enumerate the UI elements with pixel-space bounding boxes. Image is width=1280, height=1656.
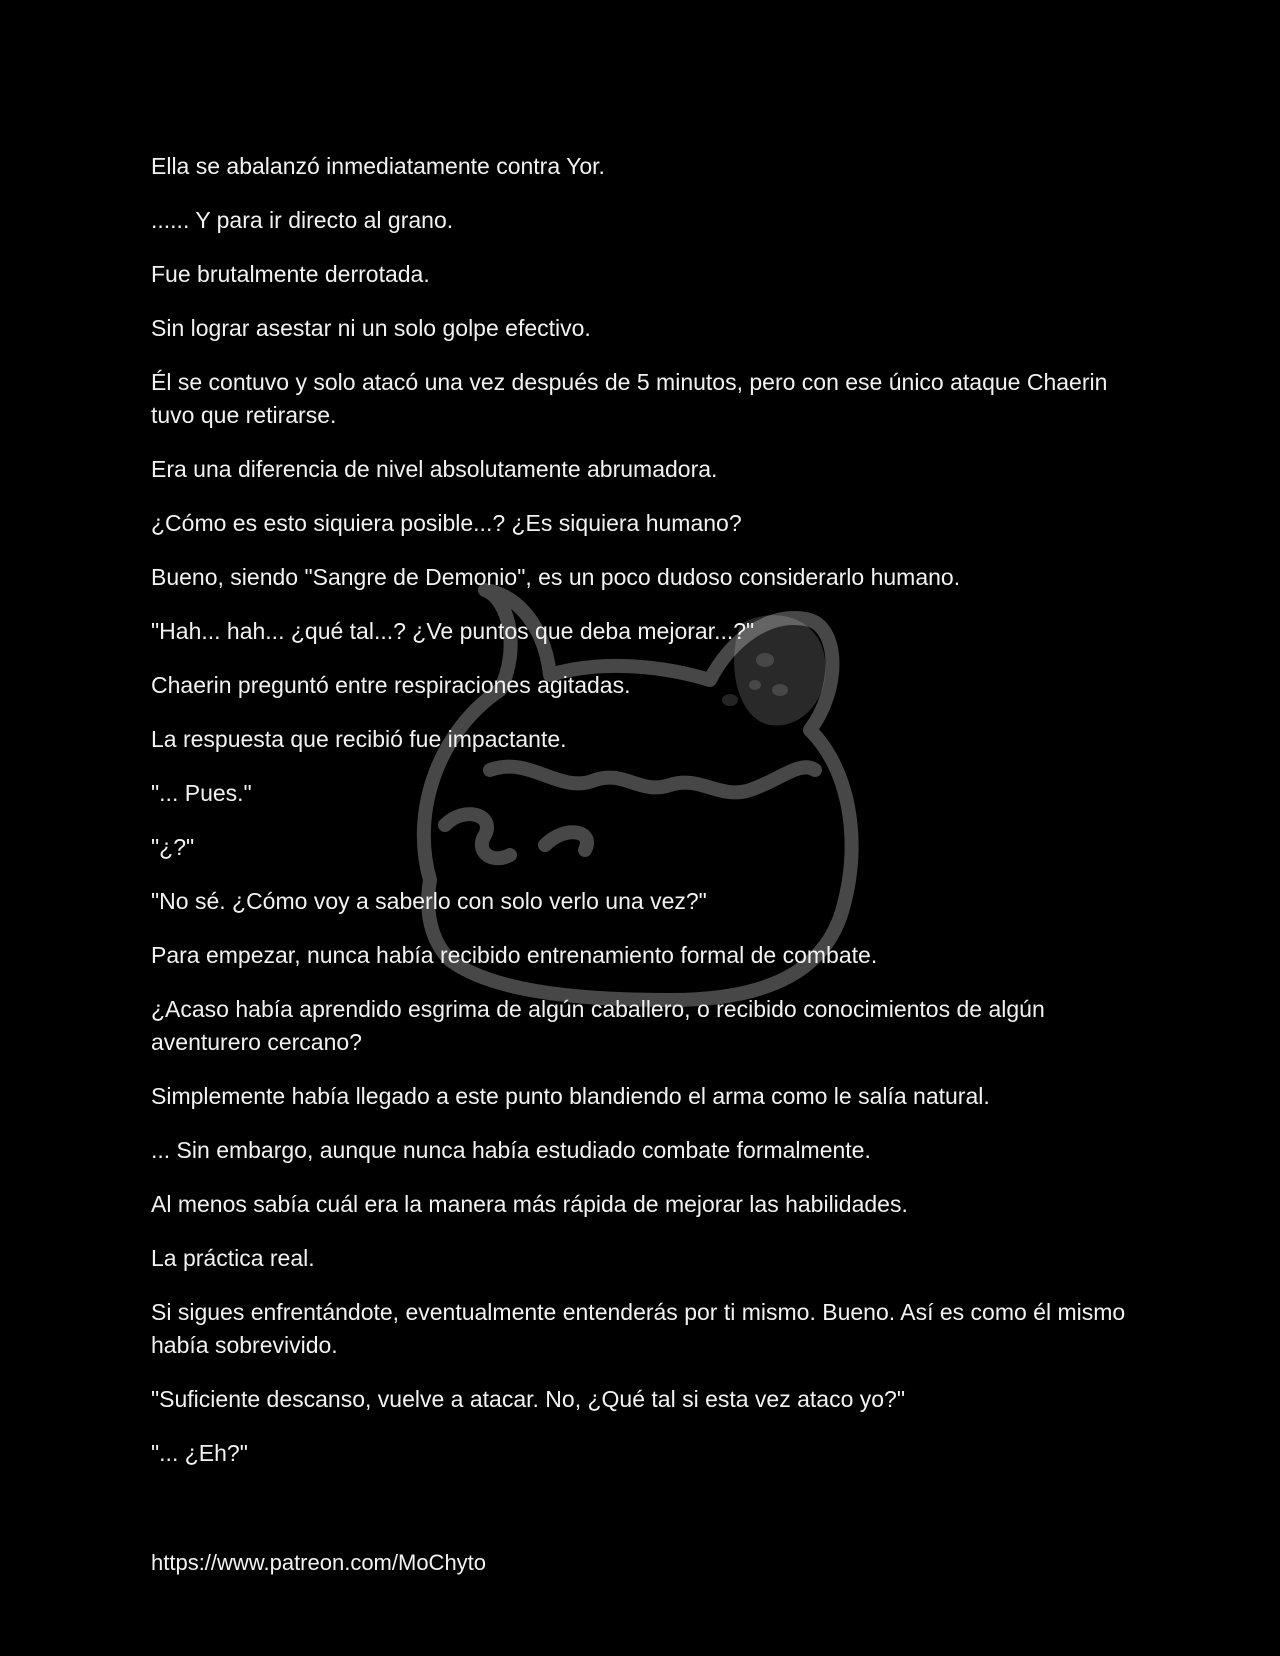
- paragraph: Era una diferencia de nivel absolutamente abrumadora.: [151, 456, 718, 482]
- paragraph: Ella se abalanzó inmediatamente contra Yor.: [151, 153, 605, 179]
- paragraph: Bueno, siendo "Sangre de Demonio", es un poco dudoso considerarlo humano.: [151, 564, 961, 590]
- paragraph: Al menos sabía cuál era la manera más rápida de mejorar las habilidades.: [151, 1191, 908, 1217]
- paragraph: "Suficiente descanso, vuelve a atacar. No, ¿Qué tal si esta vez ataco yo?": [151, 1386, 906, 1412]
- paragraph: La práctica real.: [151, 1245, 315, 1271]
- paragraph: "No sé. ¿Cómo voy a saberlo con solo verlo una vez?": [151, 888, 707, 914]
- paragraph: "... ¿Eh?": [151, 1440, 248, 1466]
- paragraph: Simplemente había llegado a este punto blandiendo el arma como le salía natural.: [151, 1083, 990, 1109]
- paragraph: Si sigues enfrentándote, eventualmente entenderás por ti mismo. Bueno. Así es como él mismo había sobrevivido.: [151, 1299, 1126, 1358]
- paragraph: ¿Cómo es esto siquiera posible...? ¿Es siquiera humano?: [151, 510, 742, 536]
- paragraph: Chaerin preguntó entre respiraciones agitadas.: [151, 672, 631, 698]
- paragraph: "Hah... hah... ¿qué tal...? ¿Ve puntos que deba mejorar...?": [151, 618, 755, 644]
- paragraph: ... Sin embargo, aunque nunca había estudiado combate formalmente.: [151, 1137, 871, 1163]
- paragraph: La respuesta que recibió fue impactante.: [151, 726, 567, 752]
- patreon-link[interactable]: https://www.patreon.com/MoChyto: [151, 1550, 487, 1575]
- paragraph: Sin lograr asestar ni un solo golpe efectivo.: [151, 315, 591, 341]
- paragraph: Él se contuvo y solo atacó una vez después de 5 minutos, pero con ese único ataque Chaerin tuvo que retirarse.: [151, 369, 1108, 428]
- story-text: [151, 150, 1141, 1491]
- paragraph: "¿?": [151, 834, 195, 860]
- paragraph: ¿Acaso había aprendido esgrima de algún caballero, o recibido conocimientos de algún aventurero cercano?: [151, 996, 1045, 1055]
- paragraph: Fue brutalmente derrotada.: [151, 261, 430, 287]
- paragraph: Para empezar, nunca había recibido entrenamiento formal de combate.: [151, 942, 878, 968]
- paragraph: "... Pues.": [151, 780, 252, 806]
- paragraph: ...... Y para ir directo al grano.: [151, 207, 454, 233]
